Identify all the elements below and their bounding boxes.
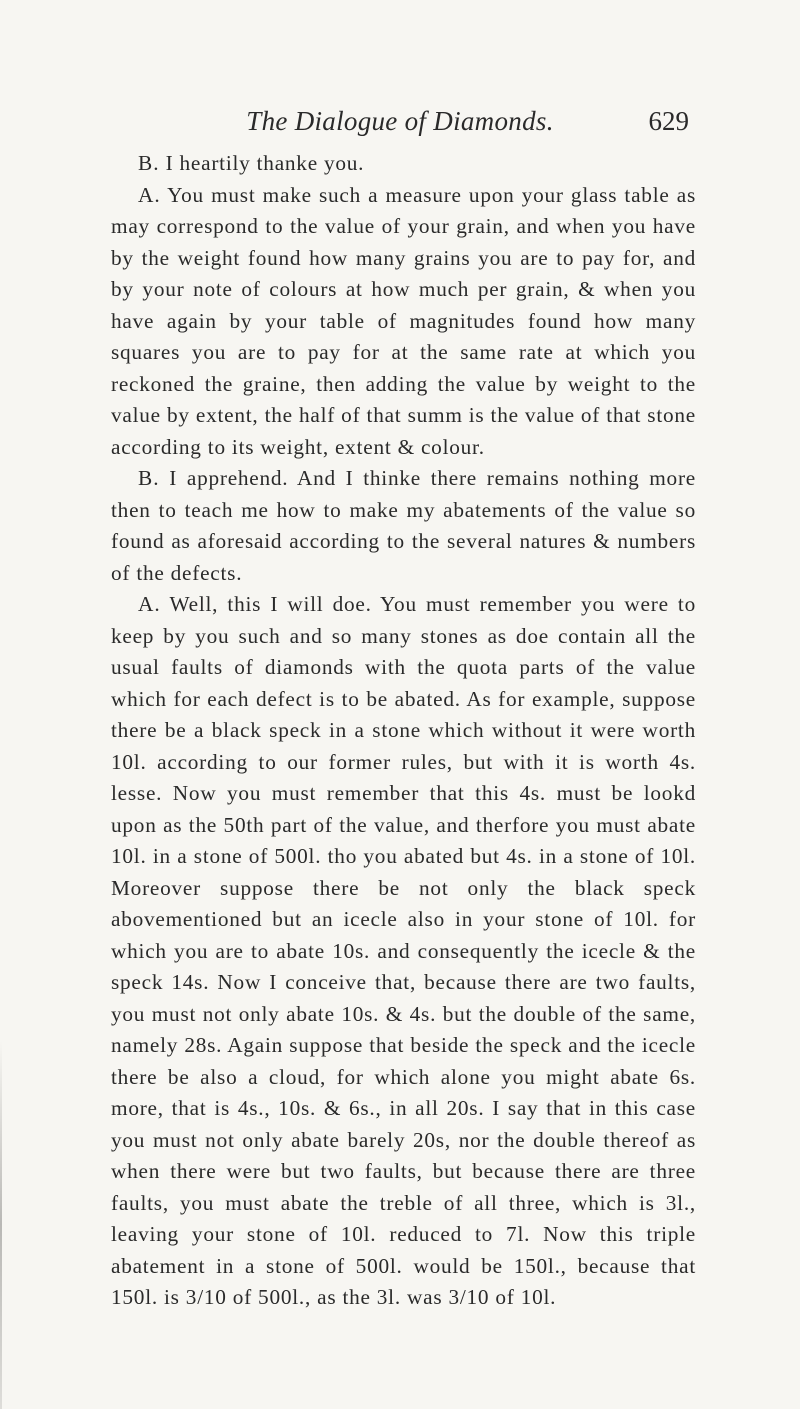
speaker-label: B. — [138, 151, 160, 175]
body-text — [111, 148, 696, 1314]
paragraph — [111, 180, 696, 464]
page-number: 629 — [648, 106, 689, 136]
paragraph-text: Well, this I will doe. You must remember you were to keep by you such and so many stones as doe contain all the usual faults of diamonds with the quota parts of the value which for each defect is to be abated. As for example, suppose there be a black speck in a stone which without it were worth 10l. according to our former rules, but with it is worth 4s. lesse. Now you must remember that this 4s. must be lookd upon as the 50th part of the value, and therfore you must abate 10l. in a stone of 500l. tho you abated but 4s. in a stone of 10l. Moreover suppose there be not only the black speck abovementioned but an icecle also in your stone of 10l. for which you are to abate 10s. and consequently the icecle & the speck 14s. Now I conceive that, because there are two faults, you must not only abate 10s. & 4s. but the double of the same, namely 28s. Again suppose that beside the speck and the icecle there be also a cloud, for which alone you might abate 6s. more, that is 4s., 10s. & 6s., in all 20s. I say that in this case you must not only abate barely 20s, nor the double thereof as when there were but two faults, but because there are three faults, you must abate the treble of all three, which is 3l., leaving your stone of 10l. reduced to 7l. Now this triple abatement in a stone of 500l. would be 150l., because that 150l. is 3/10 of 500l., as the 3l. was 3/10 of 10l. — [111, 592, 696, 1309]
paragraph-text: I apprehend. And I thinke there remains nothing more then to teach me how to make my abatements of the value so found as aforesaid according to the several natures & numbers of the defects. — [111, 466, 696, 585]
page-fold-shadow — [0, 1040, 2, 1409]
paragraph — [111, 463, 696, 589]
speaker-label: B. — [138, 466, 160, 490]
speaker-label: A. — [138, 592, 161, 616]
running-title: The Dialogue of Diamonds. — [246, 106, 554, 136]
paragraph — [111, 148, 696, 180]
running-head — [0, 106, 800, 146]
paragraph-text: I heartily thanke you. — [165, 151, 365, 175]
paragraph-text: You must make such a measure upon your glass table as may correspond to the value of your grain, and when you have by the weight found how many grains you are to pay for, and by your note of colours at how much per grain, & when you have again by your table of magnitudes found how many squares you are to pay for at the same rate at which you reckoned the graine, then adding the value by weight to the value by extent, the half of that summ is the value of that stone according to its weight, extent & colour. — [111, 182, 696, 459]
paragraph — [111, 589, 696, 1314]
speaker-label: A. — [138, 182, 161, 207]
